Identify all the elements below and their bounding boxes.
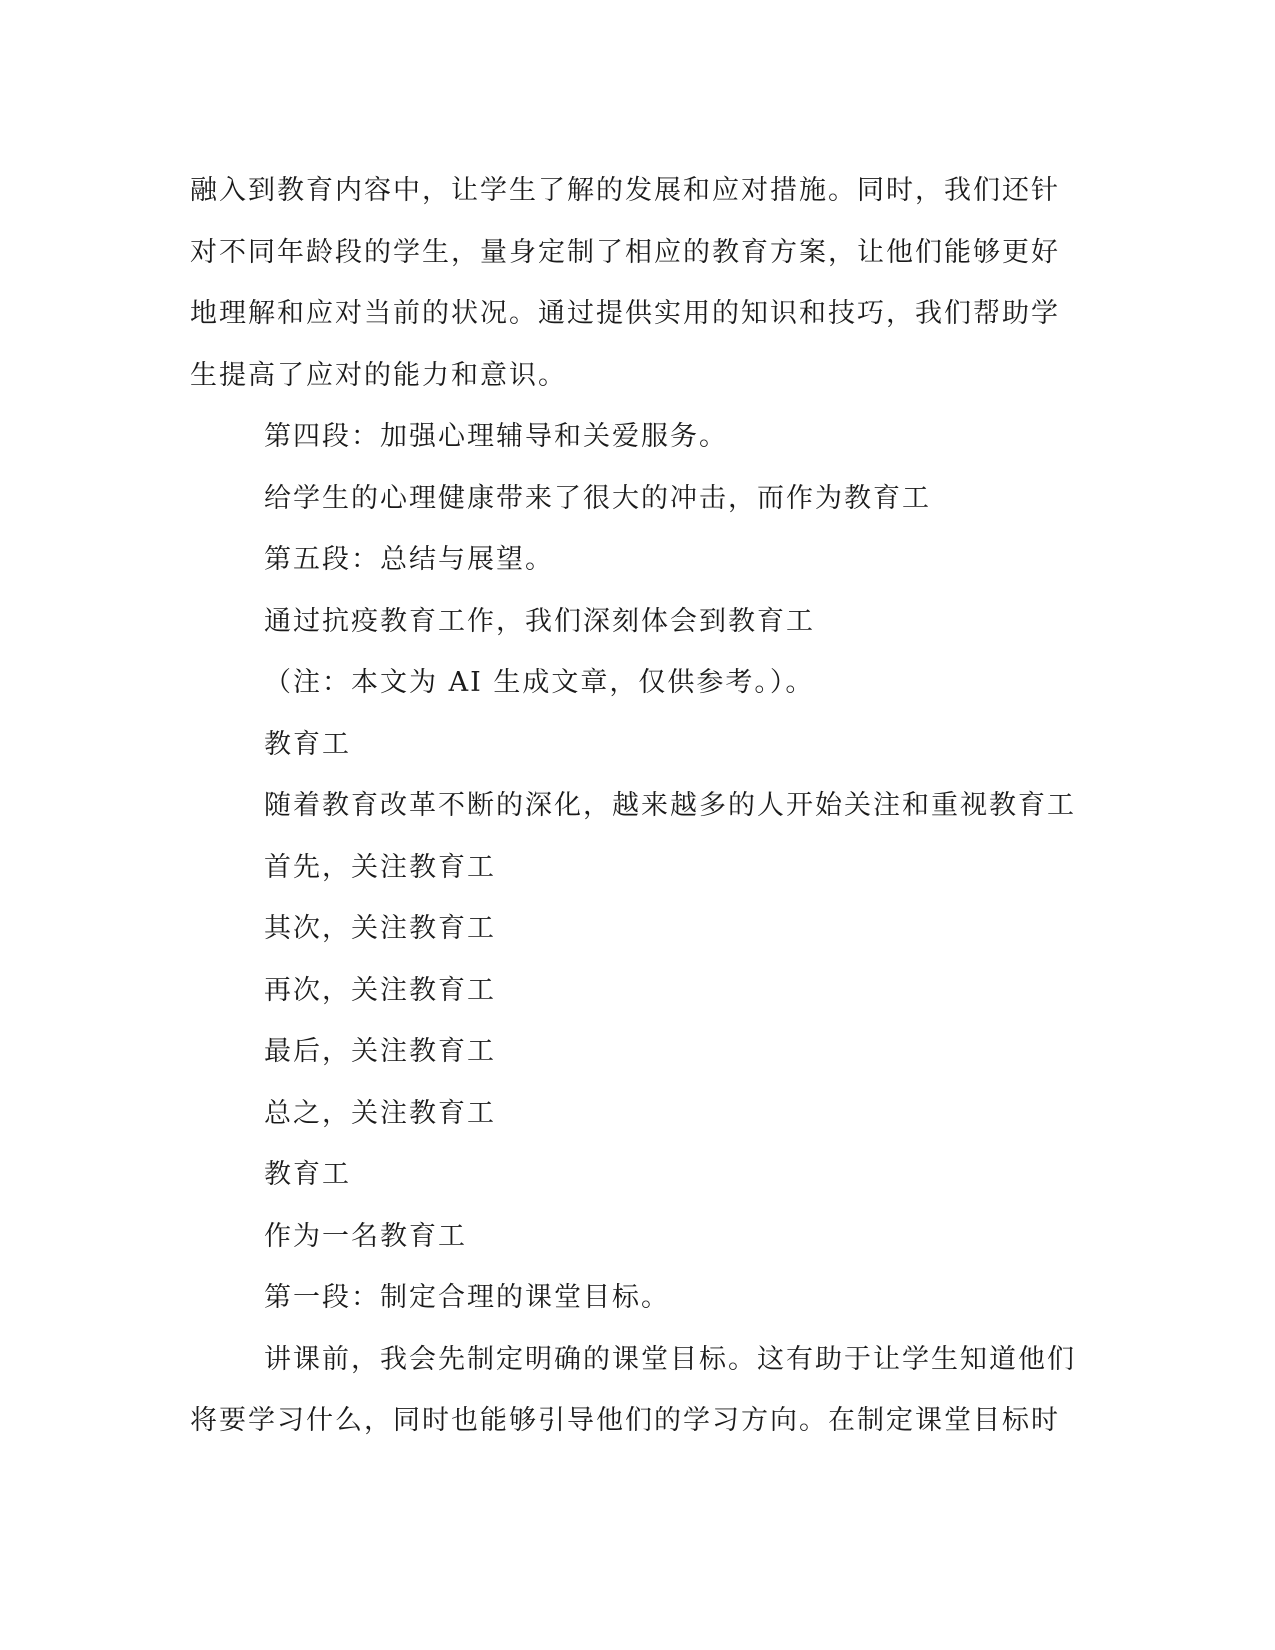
text-line: 总之，关注教育工 xyxy=(264,1097,496,1129)
text-line: 再次，关注教育工 xyxy=(264,974,496,1006)
text-line: 给学生的心理健康带来了很大的冲击，而作为教育工 xyxy=(264,482,931,514)
text-line: 其次，关注教育工 xyxy=(264,913,496,944)
text-line: 讲课前，我会先制定明确的课堂目标。这有助于让学生知道他们 xyxy=(264,1343,1076,1375)
section-heading-4: 第四段：加强心理辅导和关爱服务。 xyxy=(264,421,728,452)
text-line: 首先，关注教育工 xyxy=(264,851,496,883)
ai-note: （注：本文为 AI 生成文章，仅供参考。）。 xyxy=(264,667,815,698)
text-line: 融入到教育内容中，让学生了解的发展和应对措施。同时，我们还针 xyxy=(190,175,1060,206)
section-heading-1: 第一段：制定合理的课堂目标。 xyxy=(264,1282,670,1313)
document-body xyxy=(190,160,1090,1452)
text-line: 生提高了应对的能力和意识。 xyxy=(190,359,567,391)
text-line: 将要学习什么，同时也能够引导他们的学习方向。在制定课堂目标时 xyxy=(190,1405,1060,1436)
text-line: 最后，关注教育工 xyxy=(264,1036,496,1067)
text-line: 通过抗疫教育工作，我们深刻体会到教育工 xyxy=(264,605,815,637)
section-heading-5: 第五段：总结与展望。 xyxy=(264,544,554,575)
subtitle: 教育工 xyxy=(264,728,351,760)
text-line: 对不同年龄段的学生，量身定制了相应的教育方案，让他们能够更好 xyxy=(190,236,1060,268)
subtitle: 教育工 xyxy=(264,1159,351,1190)
text-line: 作为一名教育工 xyxy=(264,1220,467,1252)
text-line: 随着教育改革不断的深化，越来越多的人开始关注和重视教育工 xyxy=(264,790,1076,821)
text-line: 地理解和应对当前的状况。通过提供实用的知识和技巧，我们帮助学 xyxy=(190,298,1060,329)
